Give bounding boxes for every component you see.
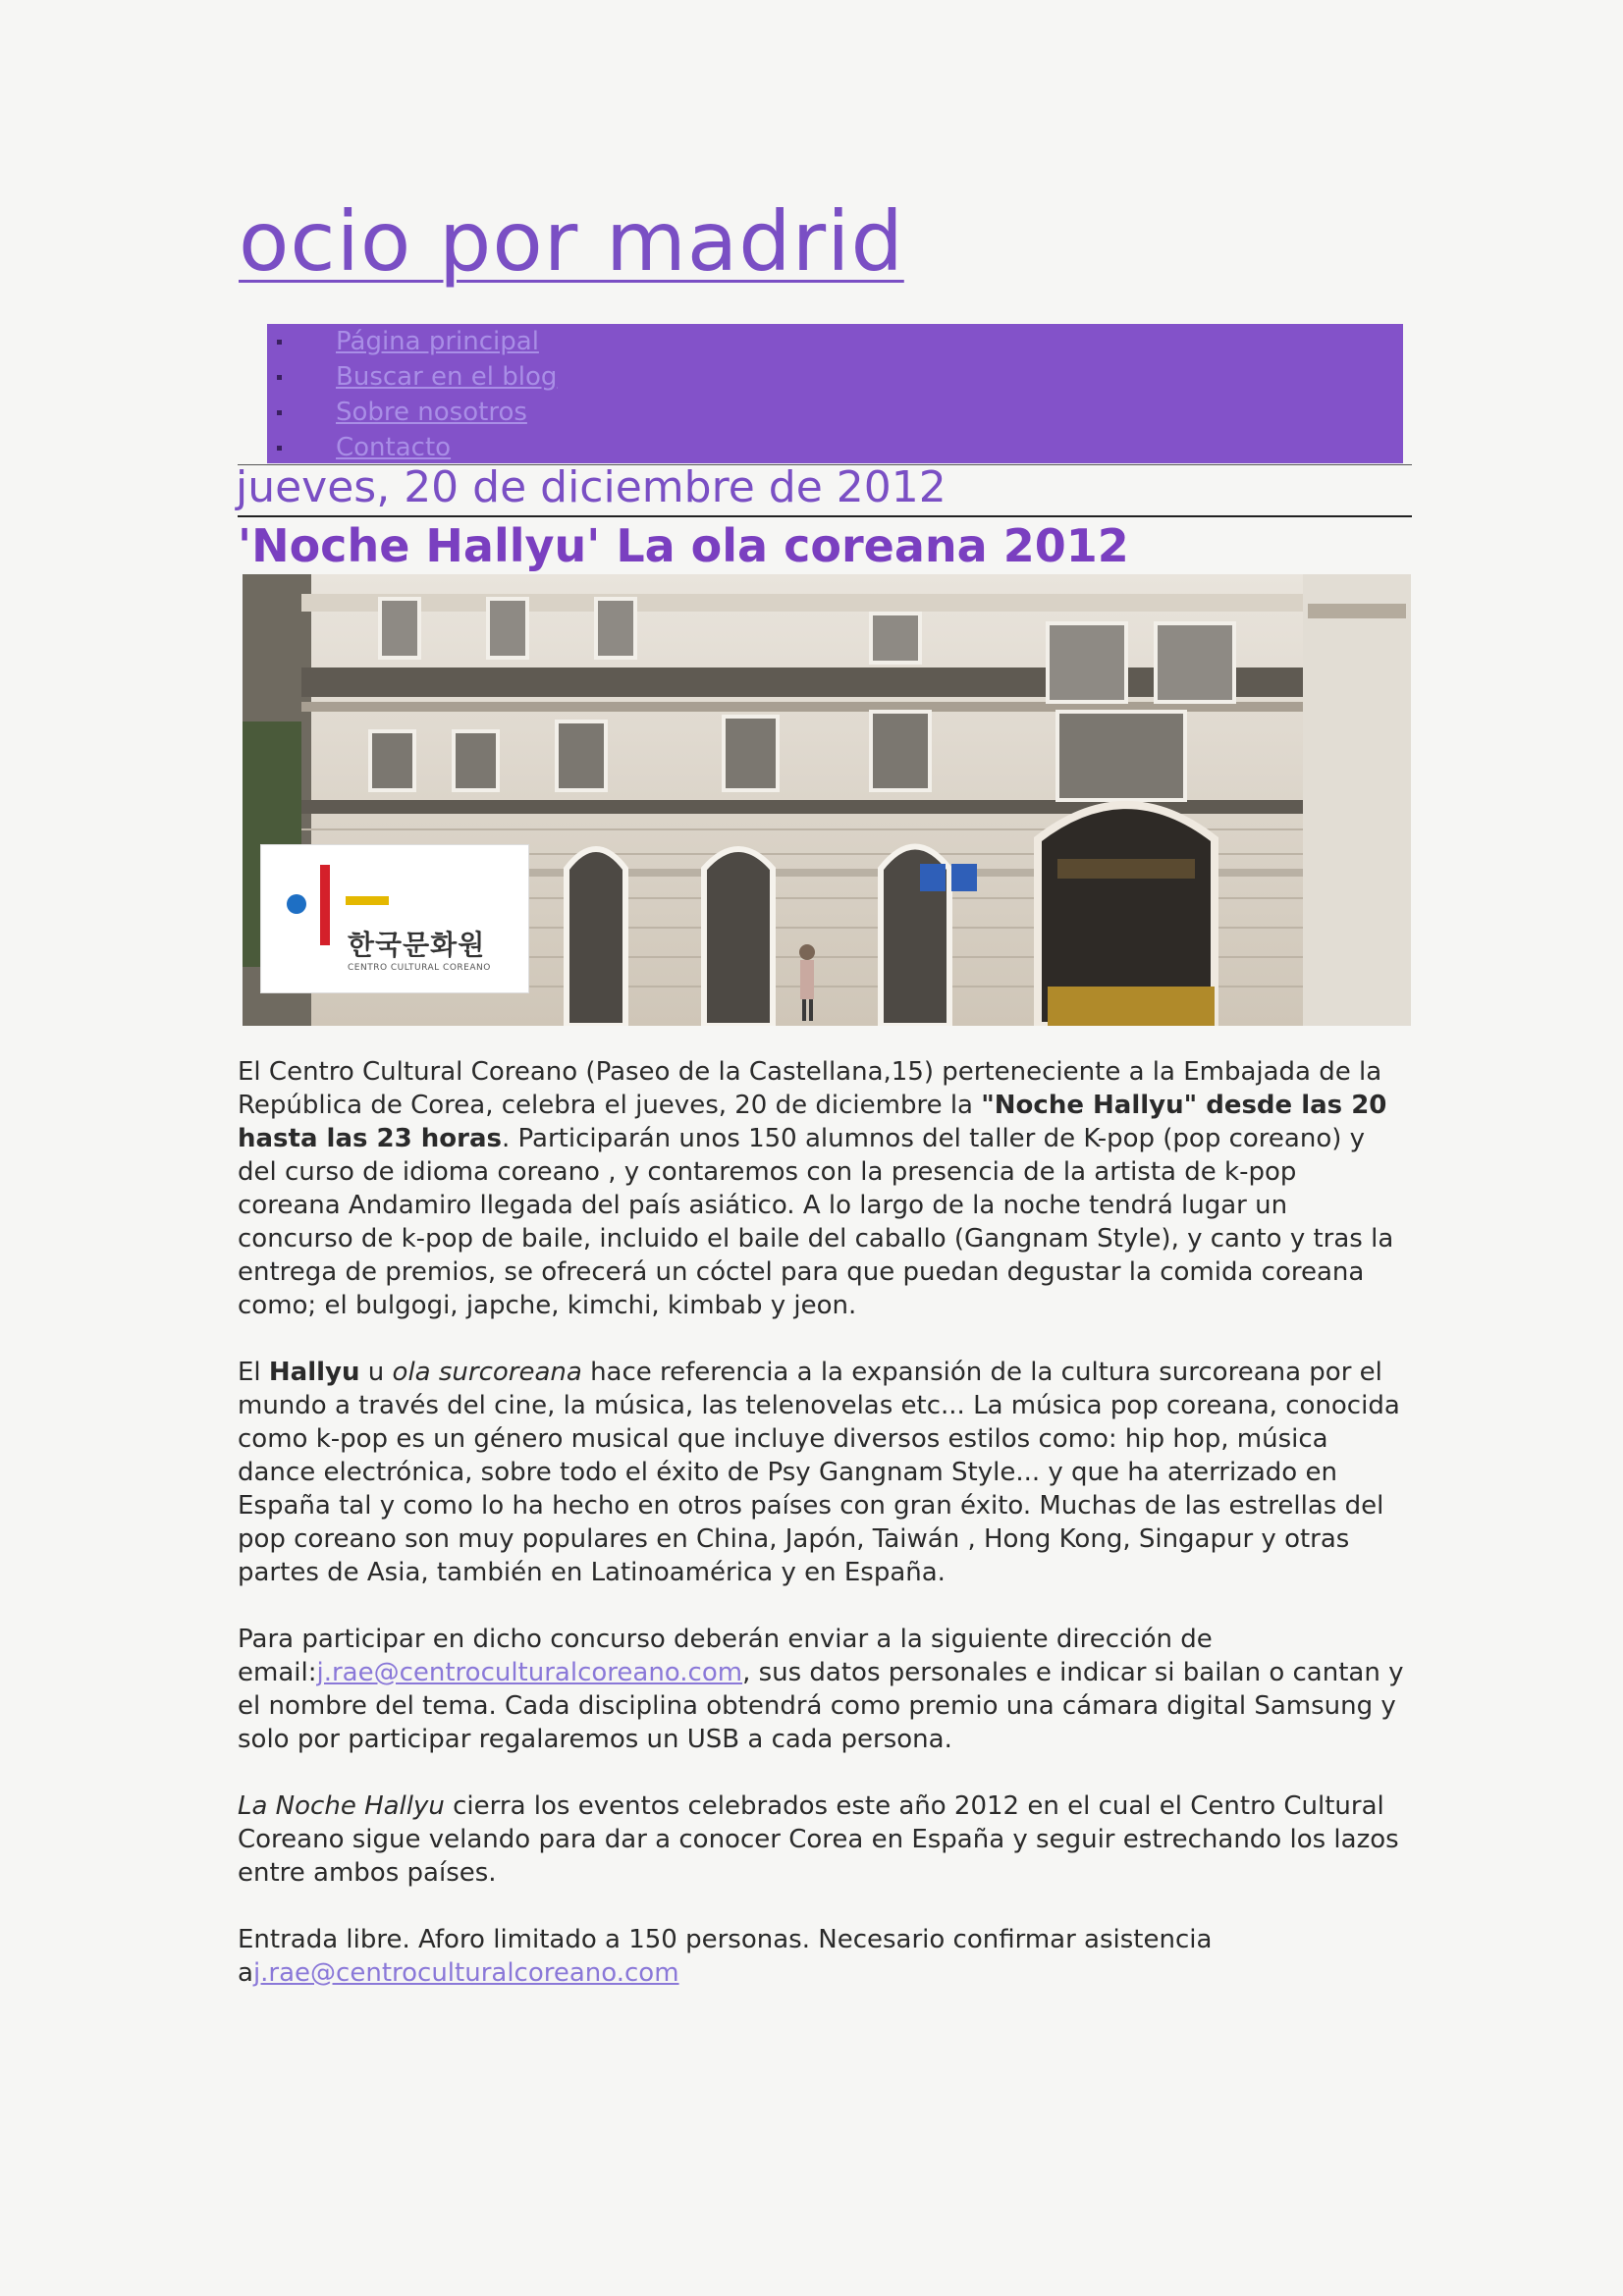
confirm-email-link[interactable]: j.rae@centroculturalcoreano.com [252,1958,679,1988]
paragraph-5: Entrada libre. Aforo limitado a 150 personas. Necesario confirmar asistencia aj.rae@centroculturalcoreano.com [238,1925,1213,1988]
logo-subtitle: CENTRO CULTURAL COREANO [348,963,491,973]
logo-korean-text: 한국문화원 [348,929,486,961]
nav-item-about[interactable]: Sobre nosotros [336,395,1403,430]
event-time: "Noche Hallyu" desde las 20 hasta las 23 horas [238,1091,1387,1153]
blog-title-link[interactable]: ocio por madrid [239,193,904,290]
nav-item-home[interactable]: Página principal [336,324,1403,359]
email-link[interactable]: j.rae@centroculturalcoreano.com [316,1658,743,1687]
nav-item-contact[interactable]: Contacto [336,430,1403,465]
paragraph-3: Para participar en dicho concurso deberán enviar a la siguiente dirección de email:j.rae@centroculturalcoreano.com, sus datos personales e indicar si bailan o cantan y el nombre del tema. Cada disciplina obtendrá como premio una cámara digital Samsung y solo por participar regalaremos un USB a cada persona. [238,1625,1404,1754]
nav-item-search[interactable]: Buscar en el blog [336,359,1403,395]
post-title: 'Noche Hallyu' La ola coreana 2012 [238,519,1129,572]
post-body [238,1055,1406,2023]
post-date: jueves, 20 de diciembre de 2012 [236,462,947,512]
paragraph-4: La Noche Hallyu cierra los eventos celebrados este año 2012 en el cual el Centro Cultural Coreano sigue velando para dar a conocer Corea en España y seguir estrechando los lazos entre ambos países. [238,1791,1399,1888]
paragraph-2: El Hallyu u ola surcoreana hace referencia a la expansión de la cultura surcoreana por el mundo a través del cine, la música, las telenovelas etc... La música pop coreana, conocida como k-pop es un género musical que incluye diversos estilos como: hip hop, música dance electrónica, sobre todo el éxito de Psy Gangnam Style... y que ha aterrizado en España tal y como lo ha hecho en otros países con gran éxito. Muchas de las estrellas del pop coreano son muy populares en China, Japón, Taiwán , Hong Kong, Singapur y otras partes de Asia, también en Latinoamérica y en España. [238,1358,1400,1587]
main-navigation [267,324,1403,463]
building-photo [243,574,1411,1026]
paragraph-1: El Centro Cultural Coreano (Paseo de la Castellana,15) perteneciente a la Embajada de la República de Corea, celebra el jueves, 20 de diciembre la "Noche Hallyu" desde las 20 hasta las 23 horas. Participarán unos 150 alumnos del taller de K-pop (pop coreano) y del curso de idioma coreano , y contaremos con la presencia de la artista de k-pop coreana Andamiro llegada del país asiático. A lo largo de la noche tendrá lugar un concurso de k-pop de baile, incluido el baile del caballo (Gangnam Style), y canto y tras la entrega de premios, se ofrecerá un cóctel para que puedan degustar la comida coreana como; el bulgogi, japche, kimchi, kimbab y jeon. [238,1057,1394,1320]
korean-cultural-center-logo [260,844,529,993]
